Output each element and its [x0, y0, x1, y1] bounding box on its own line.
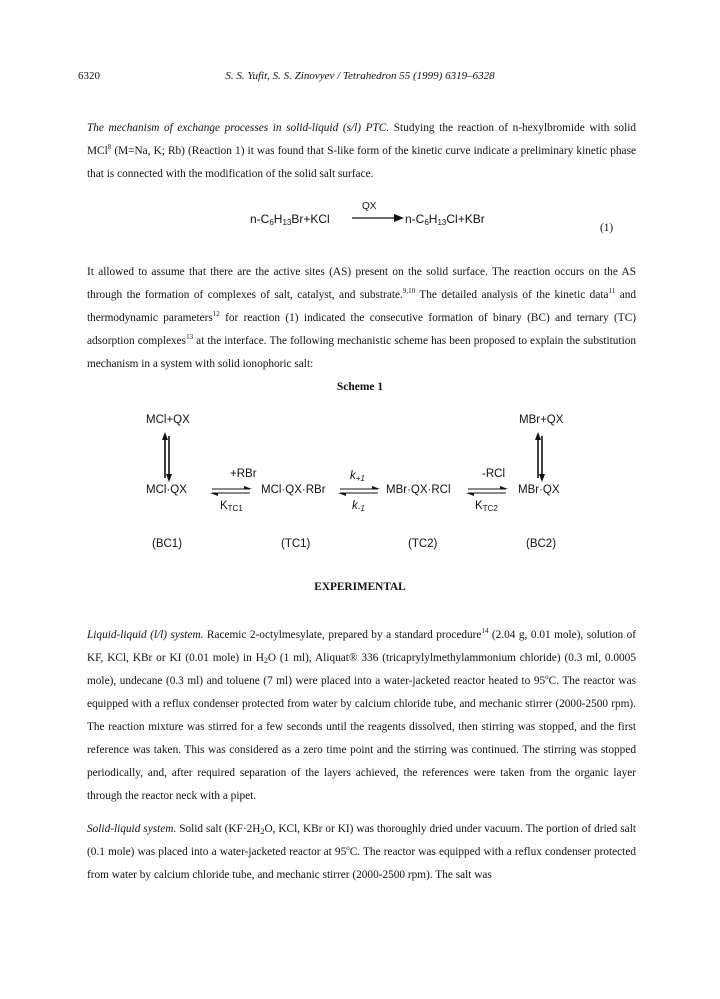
- paragraph-active-sites: It allowed to assume that there are the active sites (AS) present on the solid surface. The reaction occurs on the AS through the formation of complexes of salt, catalyst, and substrate.$^{9,10}$ The detailed analysis of the kinetic data$^{11}$ and thermodynamic parameters$^{12}$ for reaction (1) indicated the consecutive formation of binary (BC) and ternary (TC) adsorption complexes$^{13}$ at the interface. The following mechanistic scheme has been proposed to explain the substitution mechanism in a system with solid ionophoric salt:: [87, 266, 637, 370]
- reference: 8: [107, 143, 112, 151]
- paragraph-lead: The mechanism of exchange processes in solid-liquid (s/l) PTC.: [87, 122, 390, 134]
- equation-catalyst: QX: [362, 201, 377, 212]
- reference: 14: [481, 627, 489, 635]
- paragraph-solid-liquid: Solid-liquid system. Solid salt ($KF\cdot 2H_2O$, KCl, KBr or KI) was thoroughly dried under vacuum. The portion of dried salt (0.1 mole) was placed into a water-jacketed reactor at 95$^o$C. The reactor was equipped with a reflux condenser protected from water by calcium chloride tube, and mechanic stirrer (2000-2500 rpm). The salt was: [87, 823, 636, 881]
- paragraph-mechanism: The mechanism of exchange processes in solid-liquid (s/l) PTC. Studying the reaction of n-hexylbromide with solid MCl$^8$ (M=Na, K; Rb) (Reaction 1) it was found that S-like form of the kinetic curve indicate a preliminary kinetic phase that is connected with the modification of the solid salt surface.: [87, 122, 636, 180]
- paragraph-lead: Solid-liquid system.: [87, 823, 177, 835]
- species-top-right: MBr+QX: [519, 414, 564, 426]
- species-tc1: MCl·QX·RBr: [261, 484, 326, 496]
- paragraph-lead: Liquid-liquid (l/l) system.: [87, 629, 204, 641]
- reference: 11: [608, 287, 616, 295]
- equilibrium-arrow-1: [210, 486, 252, 496]
- species-top-left: MCl+QX: [146, 414, 190, 426]
- label-bc2: (BC2): [526, 538, 557, 550]
- label-tc1: (TC1): [281, 538, 311, 550]
- equilibrium-constant-tc2: $K_{TC2}$: [475, 500, 498, 513]
- running-title: S. S. Yufit, S. S. Zinovyev / Tetrahedron 55 (1999) 6319–6328: [225, 70, 495, 82]
- rate-constant-reverse: $k_{-1}$: [352, 500, 365, 513]
- scheme-title: Scheme 1: [336, 381, 384, 393]
- page-number: 6320: [78, 70, 100, 82]
- arrow-label-minus-rcl: -RCl: [482, 468, 505, 480]
- equilibrium-arrow-3: [466, 486, 508, 496]
- reference: 13: [186, 333, 194, 341]
- reference: 12: [212, 310, 220, 318]
- equilibrium-constant-tc1: $K_{TC1}$: [220, 500, 243, 513]
- section-heading: EXPERIMENTAL: [314, 581, 406, 593]
- vertical-equilibrium-right: [535, 432, 545, 482]
- label-tc2: (TC2): [408, 538, 438, 550]
- paragraph-liquid-liquid: Liquid-liquid (l/l) system. Racemic 2-octylmesylate, prepared by a standard procedure$^{14}$ (2.04 g, 0.01 mole), solution of KF, KCl, KBr or KI (0.01 mole) in $H_2O$ (1 ml), Aliquat® 336 (tricaprylylmethylammonium chloride) (0.3 ml, 0.0005 mole), undecane (0.3 ml) and toluene (7 ml) were placed into a water-jacketed reactor heated to 95$^o$C. The reactor was equipped with a reflux condenser protected from water by calcium chloride tube, and mechanic stirrer (2000-2500 rpm). The reaction mixture was stirred for a few seconds until the reagents dissolved, then stirring was stopped, and the first reference was taken. This was considered as a zero time point and the stirring was continued. The stirring was stopped periodically, and, after required separation of the layers achieved, the references were taken from the organic layer through the reactor neck with a pipet.: [87, 627, 637, 802]
- vertical-equilibrium-left: [162, 432, 172, 482]
- rate-constant-forward: $k_{+1}$: [350, 470, 365, 483]
- reference: 9,10: [402, 287, 416, 295]
- label-bc1: (BC1): [152, 538, 183, 550]
- equation-number: (1): [600, 222, 614, 234]
- equation-reactants: $n-C_6H_{13}Br+KCl$: [250, 212, 330, 227]
- species-bc1: MCl·QX: [146, 484, 187, 496]
- equation-products: $n-C_6H_{13}Cl+KBr$: [405, 212, 485, 227]
- equilibrium-arrow-2: [338, 486, 380, 496]
- species-bc2: MBr·QX: [518, 484, 560, 496]
- arrow-label-plus-rbr: +RBr: [230, 468, 257, 480]
- species-tc2: MBr·QX·RCl: [386, 484, 451, 496]
